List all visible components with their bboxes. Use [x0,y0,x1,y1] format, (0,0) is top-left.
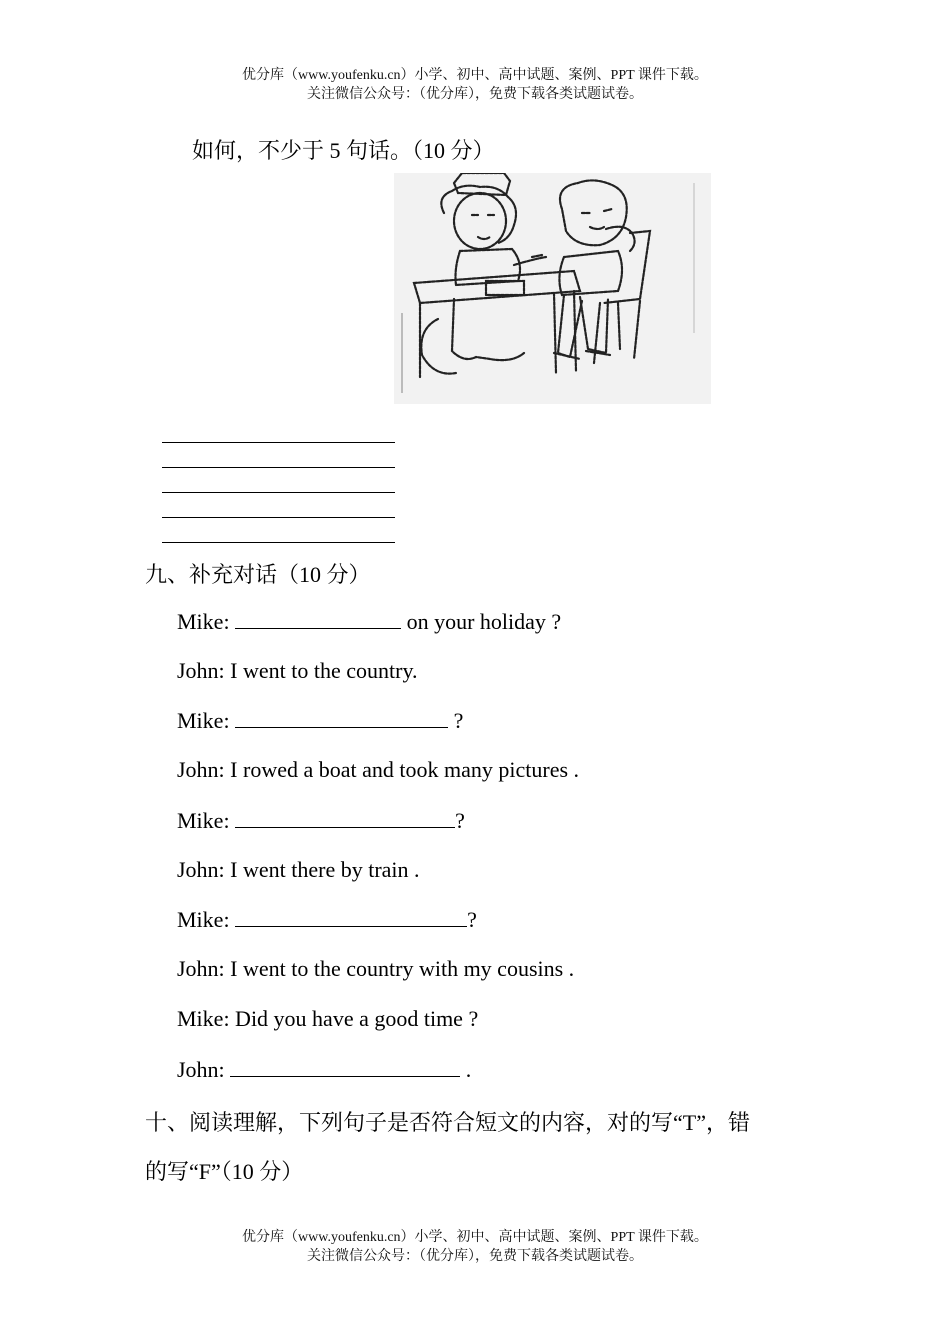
speaker-prefix: Mike: [177,708,236,733]
answer-blank[interactable] [230,1056,460,1077]
line-suffix: ? [455,808,465,833]
answer-blank[interactable] [235,807,455,828]
dialogue-line [177,906,477,933]
dialogue-line [177,807,465,834]
page-footer [0,1228,950,1266]
header-line-1: 优分库（www.youfenku.cn）小学、初中、高中试题、案例、PPT 课件下载。 [242,68,708,83]
header-line-2: 关注微信公众号：（优分库），免费下载各类试题试卷。 [307,87,643,102]
answer-blank[interactable] [235,906,467,927]
speaker-prefix: John: [177,1057,231,1082]
writing-line[interactable] [162,467,395,468]
speaker-prefix: Mike: [177,907,236,932]
line-suffix: on your holiday ? [401,609,562,634]
dialogue-line: John: I went there by train . [177,857,420,882]
footer-line-1: 优分库（www.youfenku.cn）小学、初中、高中试题、案例、PPT 课件下载。 [242,1230,708,1245]
section9-title: 九、补充对话（10 分） [145,562,371,587]
dialogue-line [177,1056,471,1083]
section10-title-line2: 的写“F”（10 分） [145,1159,304,1184]
line-suffix: ? [448,708,464,733]
speaker-prefix: Mike: [177,808,236,833]
line-suffix: . [460,1057,472,1082]
page-header [0,66,950,104]
section8-instruction: 如何，不少于 5 句话。（10 分） [192,138,495,163]
dialogue-line [177,608,561,635]
illustration-svg [394,173,711,404]
writing-line[interactable] [162,442,395,443]
dialogue-line: John: I went to the country. [177,658,418,683]
dialogue-line: Mike: Did you have a good time ? [177,1006,479,1031]
dialogue-line [177,707,463,734]
writing-line[interactable] [162,517,395,518]
writing-line[interactable] [162,492,395,493]
dentist-illustration [394,173,711,404]
writing-line[interactable] [162,542,395,543]
section10-title-line1: 十、阅读理解，下列句子是否符合短文的内容，对的写“T”，错 [145,1110,750,1135]
answer-blank[interactable] [235,608,401,629]
dialogue-line: John: I went to the country with my cousins . [177,956,575,981]
dialogue-line: John: I rowed a boat and took many pictures . [177,757,580,782]
footer-line-2: 关注微信公众号：（优分库），免费下载各类试题试卷。 [307,1249,643,1264]
speaker-prefix: Mike: [177,609,236,634]
line-suffix: ? [467,907,477,932]
answer-blank[interactable] [235,707,448,728]
